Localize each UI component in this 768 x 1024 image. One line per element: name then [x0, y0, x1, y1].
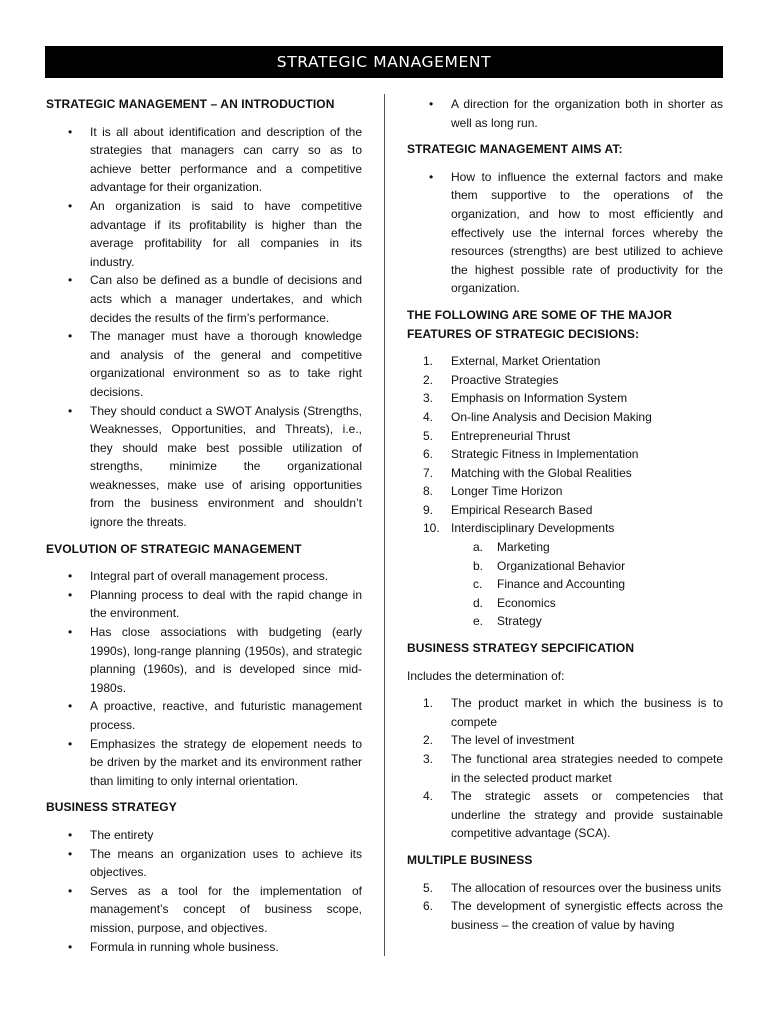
list-item: 5. Entrepreneurial Thrust — [423, 428, 571, 443]
list-item: • The entirety — [46, 826, 362, 845]
list-item: • How to influence the external factors and make them supportive to the operations of the organization, and how to most efficiently and effectively use the internal forces whereby the resources (strengths) are best utilized to achieve the highest possible rate of productivity for the organization. — [407, 168, 723, 298]
list-item: 3. Emphasis on Information System — [423, 391, 628, 406]
list-item: • The manager must have a thorough knowledge and analysis of the general and competitive organizational environment so as to take right decisions. — [46, 327, 362, 401]
column-divider — [384, 94, 385, 956]
list-item: 1. External, Market Orientation — [423, 354, 601, 369]
list-item: 8. Longer Time Horizon — [423, 484, 563, 499]
sub-list-item: e. Strategy — [473, 614, 542, 629]
aims-list — [407, 168, 723, 298]
list-item: 4. The strategic assets or competencies that underline the strategy and provide sustainable competitive advantage (SCA). — [423, 789, 723, 841]
business-strategy-list — [46, 826, 362, 956]
list-item: 9. Empirical Research Based — [423, 502, 593, 517]
list-item: 5. The allocation of resources over the business units — [423, 880, 722, 895]
multiple-business-list — [407, 879, 723, 935]
right-column — [407, 95, 723, 934]
list-item: • The means an organization uses to achieve its objectives. — [46, 845, 362, 882]
section-heading-business-strategy: BUSINESS STRATEGY — [46, 800, 177, 815]
sub-list-item: c. Finance and Accounting — [473, 577, 626, 592]
list-item: • They should conduct a SWOT Analysis (Strengths, Weaknesses, Opportunities, and Threats), i.e., they should make best possible utilization of strengths, minimize the organizational weaknesses, make use of arising opportunities from the business environment and shouldn’t ignore the threats. — [46, 402, 362, 532]
list-item: • It is all about identification and description of the strategies that managers can carry so as to achieve better performance and a competitive advantage for their organization. — [46, 123, 362, 197]
evolution-list — [46, 567, 362, 790]
section-heading-multiple-business: MULTIPLE BUSINESS — [407, 852, 533, 867]
section-heading-intro: STRATEGIC MANAGEMENT – AN INTRODUCTION — [46, 97, 335, 111]
left-column — [46, 95, 362, 956]
section-heading-aims: STRATEGIC MANAGEMENT AIMS AT: — [407, 142, 623, 157]
section-heading-features: THE FOLLOWING ARE SOME OF THE MAJOR FEATURES OF STRATEGIC DECISIONS: — [407, 307, 673, 341]
list-item: • Integral part of overall management process. — [46, 567, 362, 586]
page-title: STRATEGIC MANAGEMENT — [276, 53, 492, 71]
features-list — [407, 352, 723, 538]
list-item: 3. The functional area strategies needed to compete in the selected product market — [423, 752, 723, 785]
specification-intro: Includes the determination of: — [407, 668, 565, 683]
intro-list — [46, 123, 362, 532]
continued-list — [407, 95, 723, 132]
page-title-banner — [45, 46, 723, 78]
section-heading-evolution: EVOLUTION OF STRATEGIC MANAGEMENT — [46, 541, 302, 556]
sub-list-item: b. Organizational Behavior — [473, 558, 626, 573]
list-item: 7. Matching with the Global Realities — [423, 465, 632, 480]
list-item: 4. On-line Analysis and Decision Making — [423, 409, 652, 424]
list-item: 6. Strategic Fitness in Implementation — [423, 447, 639, 462]
list-item: • An organization is said to have competitive advantage if its profitability is higher than the average profitability for all companies in its industry. — [46, 197, 362, 271]
list-item: 1. The product market in which the business is to compete — [423, 696, 723, 729]
sub-list-item: d. Economics — [473, 595, 556, 610]
list-item: • A proactive, reactive, and futuristic management process. — [46, 697, 362, 734]
list-item: 2. Proactive Strategies — [423, 372, 559, 387]
sub-list-item: a. Marketing — [473, 540, 550, 555]
list-item: • Formula in running whole business. — [46, 938, 362, 957]
features-sub-list — [407, 538, 723, 631]
list-item: • Planning process to deal with the rapid change in the environment. — [46, 586, 362, 623]
list-item: • Can also be defined as a bundle of decisions and acts which a manager undertakes, and which decides the results of the firm’s performance. — [46, 271, 362, 327]
list-item: 2. The level of investment — [423, 733, 575, 748]
list-item: • Emphasizes the strategy de elopement needs to be driven by the market and its environment rather than limiting to only internal orientation. — [46, 735, 362, 791]
list-item: • Has close associations with budgeting (early 1990s), long-range planning (1950s), and strategic planning (1960s), and is developed since mid-1980s. — [46, 623, 362, 697]
list-item: 10. Interdisciplinary Developments — [423, 521, 615, 536]
list-item: • A direction for the organization both in shorter as well as long run. — [407, 95, 723, 132]
list-item: 6. The development of synergistic effects across the business – the creation of value by having — [423, 899, 723, 932]
section-heading-specification: BUSINESS STRATEGY SEPCIFICATION — [407, 641, 635, 656]
list-item: • Serves as a tool for the implementation of management’s concept of business scope, mission, purpose, and objectives. — [46, 882, 362, 938]
specification-list — [407, 694, 723, 843]
